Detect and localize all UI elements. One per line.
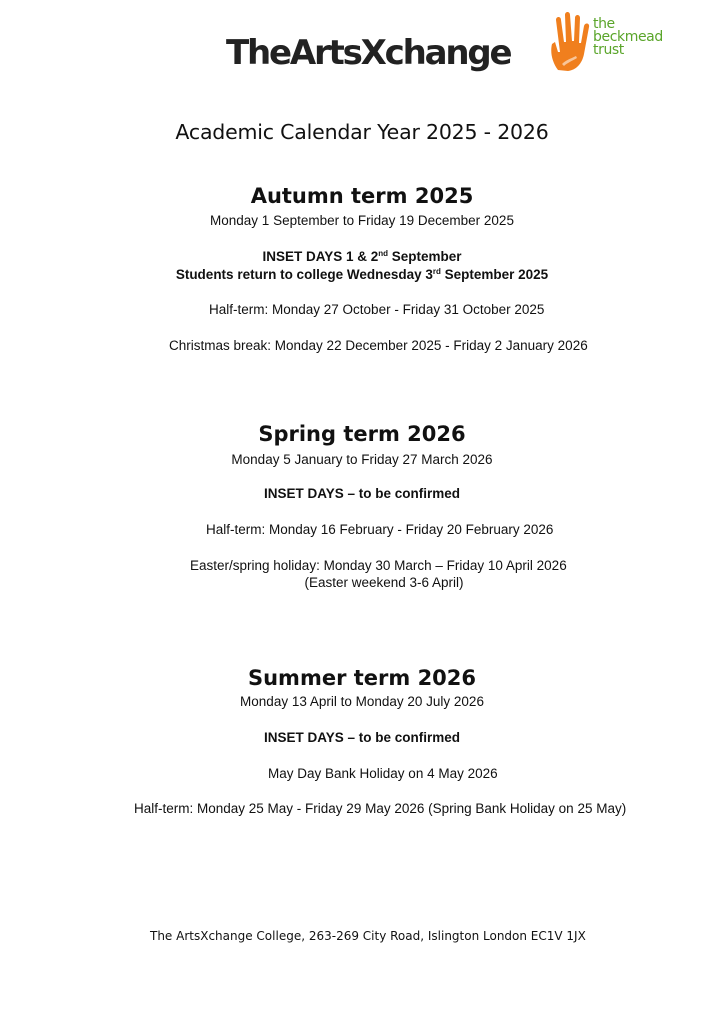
hand-icon <box>546 12 592 72</box>
autumn-inset-prefix: INSET DAYS 1 & 2 <box>262 249 379 264</box>
beckmead-trust-logo <box>546 12 676 76</box>
autumn-christmas-break: Christmas break: Monday 22 December 2025 - Friday 2 January 2026 <box>169 338 588 353</box>
summer-term-dates: Monday 13 April to Monday 20 July 2026 <box>240 694 484 709</box>
artsxchange-logo: TheArtsXchange <box>226 33 511 73</box>
summer-term-title: Summer term 2026 <box>247 666 477 690</box>
spring-inset-days: INSET DAYS – to be confirmed <box>263 486 461 501</box>
autumn-term-title: Autumn term 2025 <box>250 184 474 208</box>
spring-term-title: Spring term 2026 <box>258 422 466 446</box>
spring-easter-weekend: (Easter weekend 3-6 April) <box>304 575 464 590</box>
trust-word-trust: trust <box>593 42 624 58</box>
autumn-inset-suffix: September <box>388 249 462 264</box>
summer-inset-days: INSET DAYS – to be confirmed <box>263 730 461 745</box>
summer-bank-holiday: May Day Bank Holiday on 4 May 2026 <box>268 766 498 781</box>
autumn-return-prefix: Students return to college Wednesday 3 <box>175 267 433 282</box>
autumn-term-dates: Monday 1 September to Friday 19 December 2025 <box>210 213 514 228</box>
beckmead-trust-wordmark <box>593 18 663 57</box>
autumn-return-suffix: September 2025 <box>440 267 549 282</box>
page-title: Academic Calendar Year 2025 - 2026 <box>175 120 549 144</box>
spring-term-dates: Monday 5 January to Friday 27 March 2026 <box>231 452 493 467</box>
trust-word-the: the <box>593 16 615 32</box>
spring-easter-holiday: Easter/spring holiday: Monday 30 March – Friday 10 April 2026 <box>190 558 567 573</box>
autumn-half-term: Half-term: Monday 27 October - Friday 31 October 2025 <box>209 302 545 317</box>
autumn-students-return <box>0 267 724 283</box>
autumn-return-sup: rd <box>432 267 441 276</box>
autumn-inset-sup: nd <box>378 249 389 258</box>
spring-half-term: Half-term: Monday 16 February - Friday 20 February 2026 <box>206 522 554 537</box>
summer-half-term: Half-term: Monday 25 May - Friday 29 May 2026 (Spring Bank Holiday on 25 May) <box>134 801 627 816</box>
autumn-inset-days <box>0 249 724 265</box>
trust-word-beckmead: beckmead <box>593 29 663 45</box>
footer-address: The ArtsXchange College, 263-269 City Road, Islington London EC1V 1JX <box>150 929 586 943</box>
